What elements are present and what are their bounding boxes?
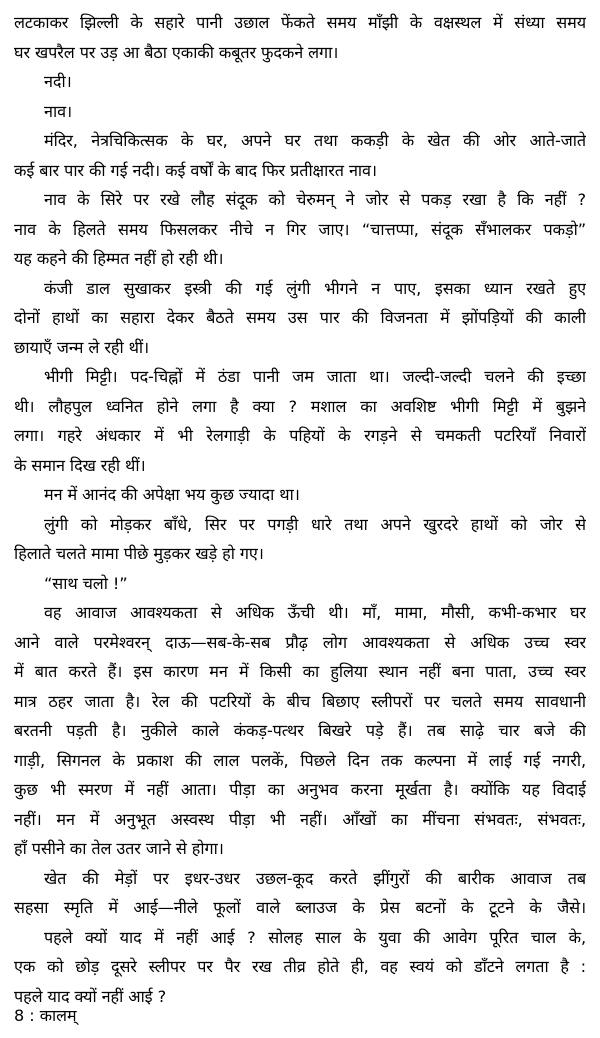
text-line: नदी। <box>44 72 72 91</box>
text-line: घर खपरैल पर उड़ आ बैठा एकाकी कबूतर फुदकने लगा। <box>14 42 339 62</box>
text-line: हाँ पसीने का तेल उतर जाने से होगा। <box>14 839 224 858</box>
text-line: खेत की मेड़ों पर इधर-उधर उछल-कूद करते झींगुरों की बारीक आवाज तब <box>44 868 586 888</box>
text-line: कंजी डाल सुखाकर इस्त्री की गई लुंगी भीगने न पाए, इसका ध्यान रखते हुए <box>44 278 586 298</box>
text-line: में बात करते हैं। इस कारण मन में किसी का हुलिया स्थान नहीं बना पाता, उच्च स्वर <box>14 662 586 681</box>
text-line: मात्र ठहर जाता है। रेल की पटरियों के बीच बिछाए स्लीपरों पर चलते समय सावधानी <box>14 691 586 711</box>
text-line: हिलाते चलते मामा पीछे मुड़कर खड़े हो गए। <box>14 544 264 563</box>
text-line: एक को छोड़ दूसरे स्लीपर पर पैर रख तीव्र होते ही, वह स्वयं को डाँटने लगता है : <box>14 957 586 976</box>
text-line: दोनों हाथों का सहारा देकर बैठते समय उस पार की विजनता में झोंपड़ियों की काली <box>14 308 586 327</box>
text-line: गाड़ी, सिगनल के प्रकाश की लाल पलकें, पिछले दिन तक कल्पना में लाई गई नगरी, <box>14 750 586 770</box>
text-line: लगा। गहरे अंधकार में भी रेलगाड़ी के पहियों के रगड़ने से चमकती पटरियाँ निवारों <box>14 426 586 445</box>
text-line: कई बार पार की गई नदी। कई वर्षों के बाद फिर प्रतीक्षारत नाव। <box>14 160 377 180</box>
body-text <box>14 8 586 1011</box>
text-line: भीगी मिट्टी। पद-चिह्नों में ठंडा पानी जम जाता था। जल्दी-जल्दी चलने की इच्छा <box>44 367 586 386</box>
text-line: नाव के हिलते समय फिसलकर नीचे न गिर जाए। “चात्तप्पा, संदूक सँभालकर पकड़ो” <box>14 219 586 239</box>
text-line: सहसा स्मृति में आई—नीले फूलों वाले ब्लाउज के प्रेस बटनों के टूटने के जैसे। <box>14 898 586 917</box>
text-line: वह आवाज आवश्यकता से अधिक ऊँची थी। माँ, मामा, मौसी, कभी-कभार घर <box>44 603 586 622</box>
text-line: पहले क्यों याद में नहीं आई ? सोलह साल के युवा की आवेग पूरित चाल के, <box>44 927 586 947</box>
text-line: मंदिर, नेत्रचिकित्सक के घर, अपने घर तथा ककड़ी के खेत की ओर आते-जाते <box>44 131 586 150</box>
text-line: नाव। <box>44 101 73 121</box>
text-line: “साथ चलो !” <box>44 573 128 593</box>
text-line: नाव के सिरे पर रखे लौह संदूक को चेरुमन् ने जोर से पकड़ रखा है कि नहीं ? <box>44 190 586 209</box>
text-line: लटकाकर झिल्ली के सहारे पानी उछाल फेंकते समय माँझी के वक्षस्थल में संध्या समय <box>14 13 586 32</box>
text-line: लुंगी को मोड़कर बाँधे, सिर पर पगड़ी धारे तथा अपने खुरदरे हाथों को जोर से <box>44 514 586 534</box>
text-line: आने वाले परमेश्वरन् दाऊ—सब-के-सब प्रौढ़ लोग आवश्यकता से अधिक उच्च स्वर <box>14 632 586 652</box>
text-line: बरतनी पड़ती है। नुकीले काले कंकड़-पत्थर बिखरे पड़े हैं। तब साढ़े चार बजे की <box>14 721 586 740</box>
text-line: नहीं। मन में अनुभूत अस्वस्थ पीड़ा भी नहीं। आँखों का मींचना संभवतः, संभवतः, <box>14 809 586 829</box>
text-line: मन में आनंद की अपेक्षा भय कुछ ज्यादा था। <box>44 485 300 504</box>
text-line: थी। लौहपुल ध्वनित होने लगा है क्या ? मशाल का अवशिष्ट भीगी मिट्टी में बुझने <box>14 396 586 416</box>
text-line: कुछ भी स्मरण में नहीं आता। पीड़ा का अनुभव करना मूर्खता है। क्योंकि यह विदाई <box>14 780 586 799</box>
text-line: के समान दिख रही थीं। <box>14 455 146 475</box>
text-line: यह कहने की हिम्मत नहीं हो रही थी। <box>14 249 224 268</box>
page-footer: 8 : कालम् <box>14 1006 77 1025</box>
text-line: पहले याद क्यों नहीं आई ? <box>14 986 167 1006</box>
text-line: छायाएँ जन्म ले रही थीं। <box>14 337 150 357</box>
